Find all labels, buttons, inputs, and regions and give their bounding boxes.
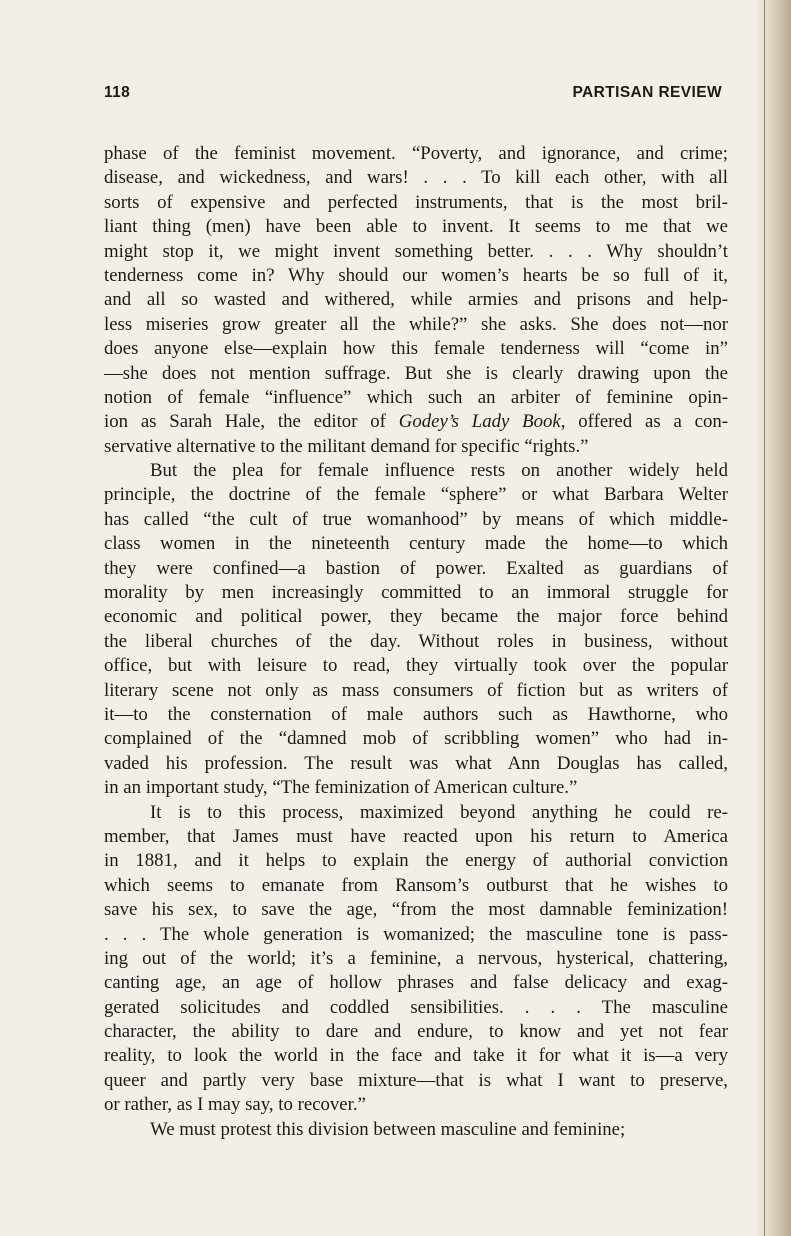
text-line: ing out of the world; it’s a feminine, a nervous, hysterical, chattering, xyxy=(104,947,728,969)
running-header xyxy=(104,84,722,106)
text-line: office, but with leisure to read, they virtually took over the popular xyxy=(104,655,728,677)
page-edge xyxy=(764,0,791,1236)
text-line: phase of the feminist movement. “Poverty, and ignorance, and crime; xyxy=(104,143,728,164)
text-line: . . . The whole generation is womanized; the masculine tone is pass- xyxy=(104,923,728,945)
text-line: liant thing (men) have been able to invent. It seems to me that we xyxy=(104,216,728,238)
text-line: might stop it, we might invent something better. . . . Why shouldn’t xyxy=(104,240,728,262)
text-line: or rather, as I may say, to recover.” xyxy=(104,1094,366,1116)
text-line: which seems to emanate from Ransom’s outburst that he wishes to xyxy=(104,874,728,896)
body-text xyxy=(104,142,728,1142)
text-line: class women in the nineteenth century made the home—to which xyxy=(104,533,728,555)
text-line: member, that James must have reacted upon his return to America xyxy=(104,825,728,847)
text-line: save his sex, to save the age, “from the most damnable feminization! xyxy=(104,899,728,921)
text-line: complained of the “damned mob of scribbling women” who had in- xyxy=(104,728,728,750)
paragraph-start: It is to this process, maximized beyond anything he could re- xyxy=(150,801,728,823)
text-line: they were confined—a bastion of power. Exalted as guardians of xyxy=(104,557,728,579)
text-line: in an important study, “The feminization of American culture.” xyxy=(104,777,578,799)
text-line: the liberal churches of the day. Without roles in business, without xyxy=(104,630,728,652)
text-line: disease, and wickedness, and wars! . . . To kill each other, with all xyxy=(104,167,728,189)
book-title: Godey’s Lady Book xyxy=(398,411,561,433)
text-line: character, the ability to dare and endure, to know and yet not fear xyxy=(104,1021,728,1043)
journal-title: PARTISAN REVIEW xyxy=(572,84,722,101)
text-line: in 1881, and it helps to explain the energy of authorial conviction xyxy=(104,850,728,872)
text-line: it—to the consternation of male authors such as Hawthorne, who xyxy=(104,703,728,725)
text-line: reality, to look the world in the face and take it for what it is—a very xyxy=(104,1045,728,1067)
text-line-with-italic xyxy=(104,410,728,434)
text-line: has called “the cult of true womanhood” by means of which middle- xyxy=(104,508,728,530)
paragraph-start: We must protest this division between masculine and feminine; xyxy=(150,1118,626,1140)
text-line: and all so wasted and withered, while armies and prisons and help- xyxy=(104,289,728,311)
text-line: less miseries grow greater all the while?” she asks. She does not—nor xyxy=(104,313,728,335)
text-line: economic and political power, they became the major force behind xyxy=(104,606,728,628)
text-line: sorts of expensive and perfected instruments, that is the most bril- xyxy=(104,191,728,213)
text-line: queer and partly very base mixture—that is what I want to preserve, xyxy=(104,1069,728,1091)
text-line: servative alternative to the militant demand for specific “rights.” xyxy=(104,435,589,457)
text-line: canting age, an age of hollow phrases and false delicacy and exag- xyxy=(104,972,728,994)
text-line: gerated solicitudes and coddled sensibilities. . . . The masculine xyxy=(104,996,728,1018)
paragraph-start: But the plea for female influence rests on another widely held xyxy=(150,460,728,482)
page-number: 118 xyxy=(104,84,131,101)
text-line: —she does not mention suffrage. But she is clearly drawing upon the xyxy=(104,362,728,384)
text-line: does anyone else—explain how this female tenderness will “come in” xyxy=(104,338,728,360)
text-line: literary scene not only as mass consumers of fiction but as writers of xyxy=(104,679,728,701)
text-line: notion of female “influence” which such an arbiter of feminine opin- xyxy=(104,386,728,408)
text-line: morality by men increasingly committed to an immoral struggle for xyxy=(104,582,728,604)
text-line: tenderness come in? Why should our women’s hearts be so full of it, xyxy=(104,264,728,286)
spine-shadow xyxy=(755,0,765,1236)
text-segment: , offered as a con- xyxy=(560,411,728,433)
text-line: vaded his profession. The result was what Ann Douglas has called, xyxy=(104,752,728,774)
text-segment: ion as Sarah Hale, the editor of xyxy=(104,411,399,433)
text-line: principle, the doctrine of the female “sphere” or what Barbara Welter xyxy=(104,484,728,506)
